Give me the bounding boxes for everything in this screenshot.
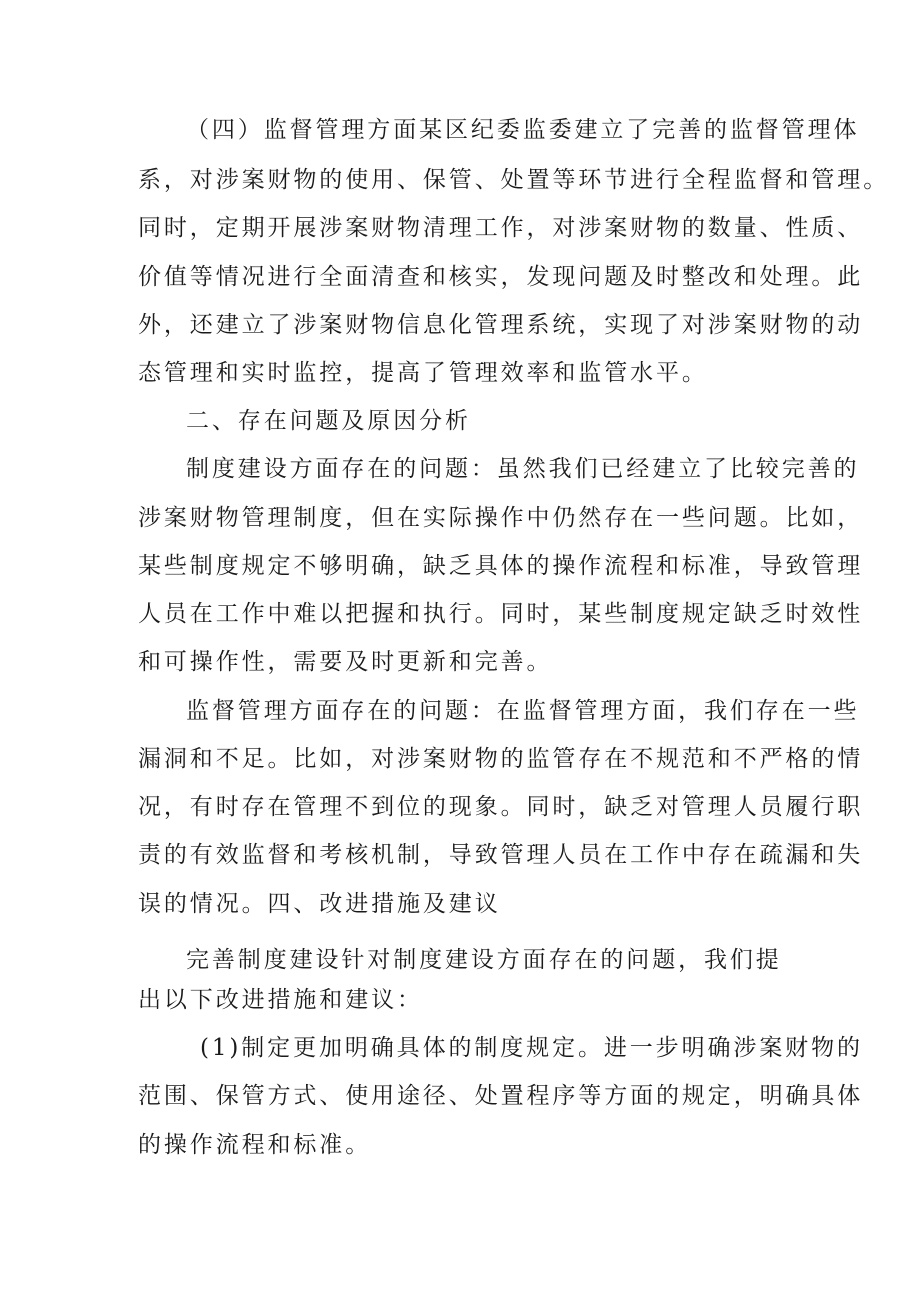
paragraph-line: 价值等情况进行全面清查和核实，发现问题及时整改和处理。此 — [138, 264, 864, 290]
paragraph-line: 和可操作性，需要及时更新和完善。 — [138, 649, 553, 675]
paragraph-line: 误的情况。四、改进措施及建议 — [138, 891, 501, 917]
paragraph-line: 监督管理方面存在的问题：在监督管理方面，我们存在一些 — [186, 698, 860, 724]
paragraph-line: 某些制度规定不够明确，缺乏具体的操作流程和标准，导致管理 — [138, 553, 864, 579]
paragraph-line: 同时，定期开展涉案财物清理工作，对涉案财物的数量、性质、 — [138, 215, 864, 241]
paragraph-line: 的操作流程和标准。 — [138, 1132, 372, 1158]
paragraph-line: 范围、保管方式、使用途径、处置程序等方面的规定，明确具体 — [138, 1083, 864, 1109]
paragraph-line: （四）监督管理方面某区纪委监委建立了完善的监督管理体 — [186, 117, 860, 143]
paragraph-line: 涉案财物管理制度，但在实际操作中仍然存在一些问题。比如， — [138, 505, 864, 531]
paragraph-line: 人员在工作中难以把握和执行。同时，某些制度规定缺乏时效性 — [138, 601, 864, 627]
list-item: (1)制定更加明确具体的制度规定。进一步明确涉案财物的 — [200, 1035, 863, 1061]
paragraph-line: 外，还建立了涉案财物信息化管理系统，实现了对涉案财物的动 — [138, 312, 864, 338]
paragraph-line: 责的有效监督和考核机制，导致管理人员在工作中存在疏漏和失 — [138, 842, 864, 868]
paragraph-line: 况，有时存在管理不到位的现象。同时，缺乏对管理人员履行职 — [138, 794, 864, 820]
section-heading: 二、存在问题及原因分析 — [186, 408, 471, 434]
paragraph-line: 制度建设方面存在的问题：虽然我们已经建立了比较完善的 — [186, 456, 860, 482]
paragraph-line: 出以下改进措施和建议： — [138, 987, 423, 1013]
paragraph-line: 漏洞和不足。比如，对涉案财物的监管存在不规范和不严格的情 — [138, 746, 864, 772]
paragraph-line: 态管理和实时监控，提高了管理效率和监管水平。 — [138, 360, 708, 386]
paragraph-line: 系，对涉案财物的使用、保管、处置等环节进行全程监督和管理。 — [138, 167, 890, 193]
paragraph-line: 完善制度建设针对制度建设方面存在的问题，我们提 — [186, 947, 782, 973]
